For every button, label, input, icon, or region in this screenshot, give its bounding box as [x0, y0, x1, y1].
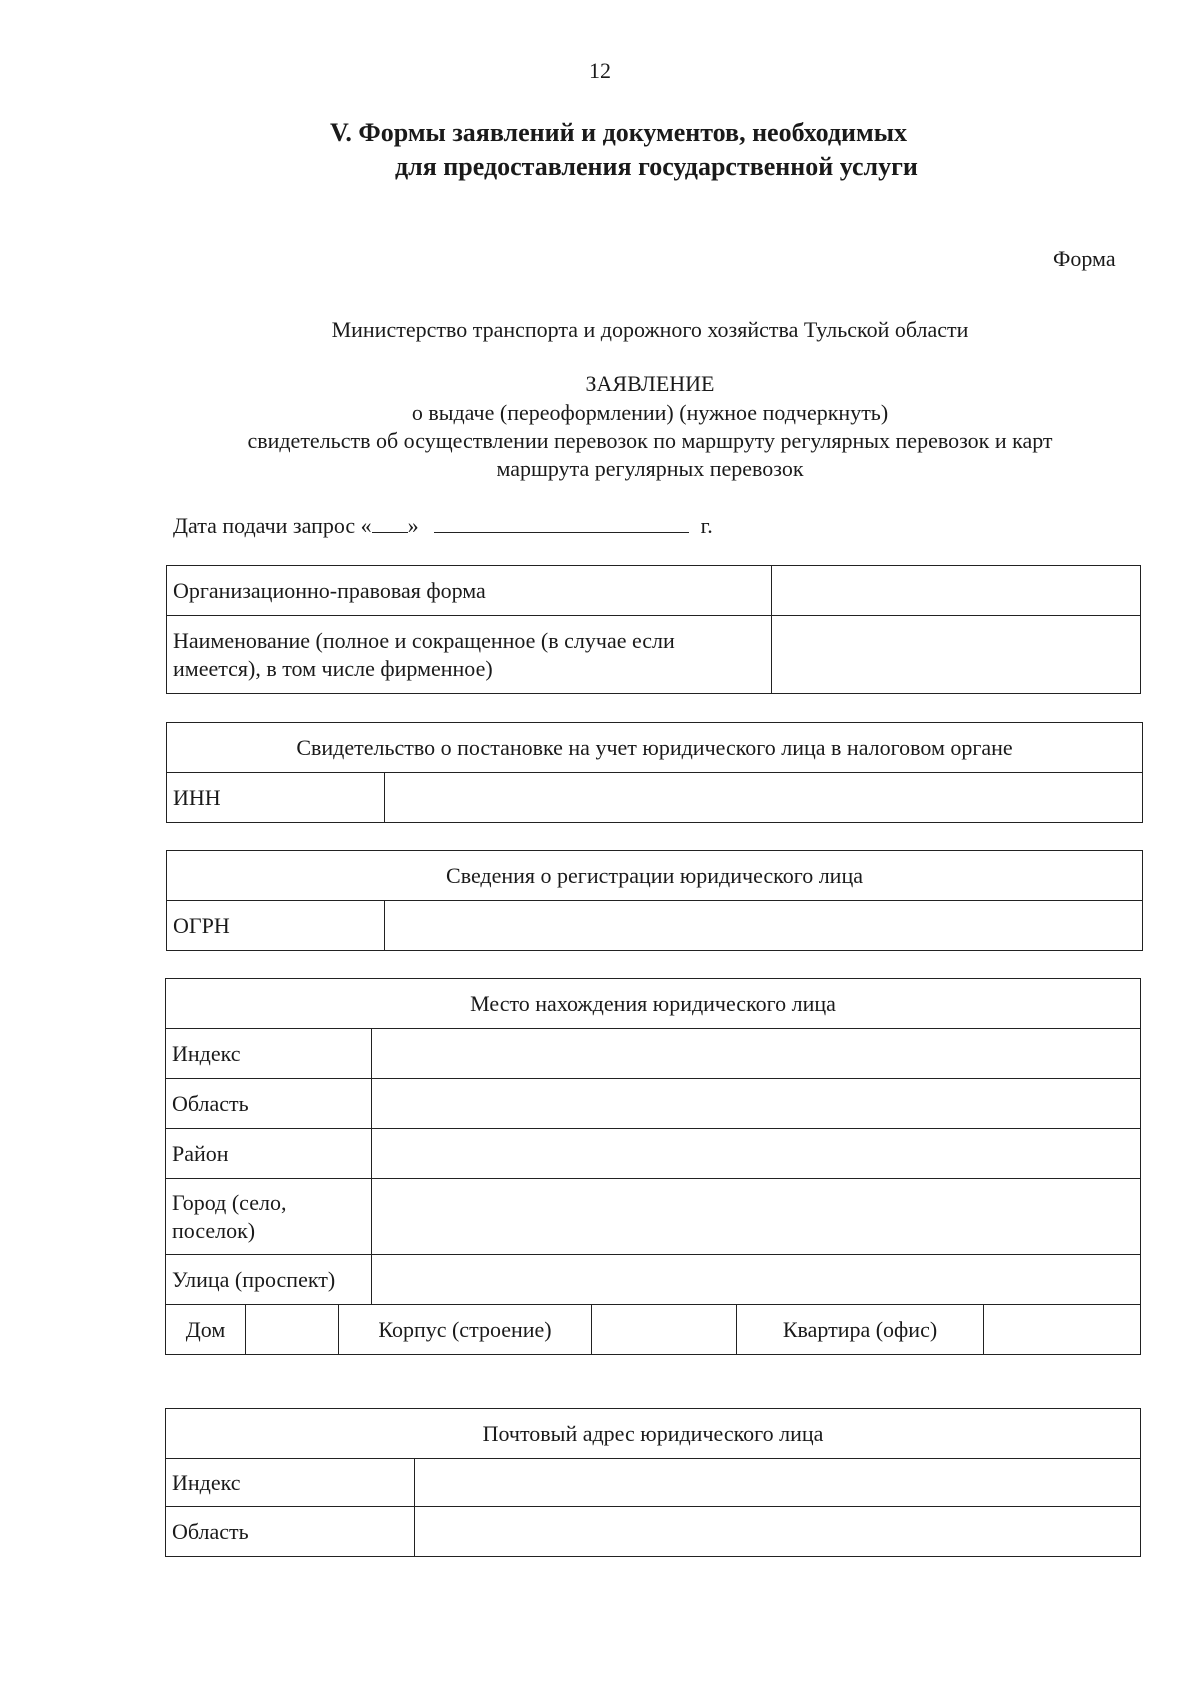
postal-table	[165, 1408, 1141, 1557]
date-mid: »	[407, 513, 419, 538]
form-label: Форма	[1053, 246, 1116, 271]
postal-index-label: Индекс	[166, 1459, 415, 1507]
location-house-field[interactable]	[246, 1305, 339, 1355]
location-district-label: Район	[166, 1129, 372, 1179]
postal-region-label: Область	[166, 1507, 415, 1557]
location-index-field[interactable]	[372, 1029, 1141, 1079]
statement-line3: маршрута регулярных перевозок	[496, 456, 804, 481]
page-number: 12	[589, 58, 611, 83]
date-suffix: г.	[700, 513, 713, 538]
reg-header: Сведения о регистрации юридического лица	[167, 851, 1143, 901]
org-name-label	[167, 616, 772, 694]
inn-label: ИНН	[167, 773, 385, 823]
location-header: Место нахождения юридического лица	[166, 979, 1141, 1029]
location-apartment-field[interactable]	[984, 1305, 1141, 1355]
location-house-label: Дом	[166, 1305, 246, 1355]
tax-header: Свидетельство о постановке на учет юридического лица в налоговом органе	[167, 723, 1143, 773]
postal-header: Почтовый адрес юридического лица	[166, 1409, 1141, 1459]
inn-field[interactable]	[385, 773, 1143, 823]
location-street-label: Улица (проспект)	[166, 1255, 372, 1305]
location-region-label: Область	[166, 1079, 372, 1129]
date-month-field[interactable]	[434, 512, 689, 533]
section-title-line2: для предоставления государственной услуги	[395, 152, 918, 181]
location-street-field[interactable]	[372, 1255, 1141, 1305]
ministry-name: Министерство транспорта и дорожного хозяйства Тульской области	[331, 317, 969, 342]
location-building-label: Корпус (строение)	[339, 1305, 592, 1355]
tax-table	[166, 722, 1143, 823]
org-table	[166, 565, 1141, 694]
ogrn-label: ОГРН	[167, 901, 385, 951]
reg-table	[166, 850, 1143, 951]
location-table	[165, 978, 1141, 1355]
location-apartment-label: Квартира (офис)	[737, 1305, 984, 1355]
postal-region-field[interactable]	[415, 1507, 1141, 1557]
location-region-field[interactable]	[372, 1079, 1141, 1129]
date-line	[173, 512, 713, 539]
statement-line2: свидетельств об осуществлении перевозок по маршруту регулярных перевозок и карт	[247, 428, 1053, 453]
org-name-label-line1: Наименование (полное и сокращенное (в случае если	[173, 627, 675, 653]
location-city-label-line2: поселок)	[172, 1217, 256, 1243]
statement-title: ЗАЯВЛЕНИЕ	[585, 371, 715, 396]
statement-line1: о выдаче (переоформлении) (нужное подчеркнуть)	[411, 400, 889, 425]
location-district-field[interactable]	[372, 1129, 1141, 1179]
org-form-label: Организационно-правовая форма	[167, 566, 772, 616]
location-city-field[interactable]	[372, 1179, 1141, 1255]
postal-index-field[interactable]	[415, 1459, 1141, 1507]
location-city-label-line1: Город (село,	[172, 1189, 287, 1215]
date-prefix: Дата подачи запрос «	[173, 513, 372, 538]
location-city-label	[166, 1179, 372, 1255]
org-form-field[interactable]	[772, 566, 1141, 616]
org-name-label-line2: имеется), в том числе фирменное)	[173, 655, 493, 681]
location-building-field[interactable]	[592, 1305, 737, 1355]
date-day-field[interactable]	[372, 512, 408, 533]
org-name-field[interactable]	[772, 616, 1141, 694]
section-title-line1: V. Формы заявлений и документов, необходимых	[330, 118, 908, 147]
location-index-label: Индекс	[166, 1029, 372, 1079]
ogrn-field[interactable]	[385, 901, 1143, 951]
